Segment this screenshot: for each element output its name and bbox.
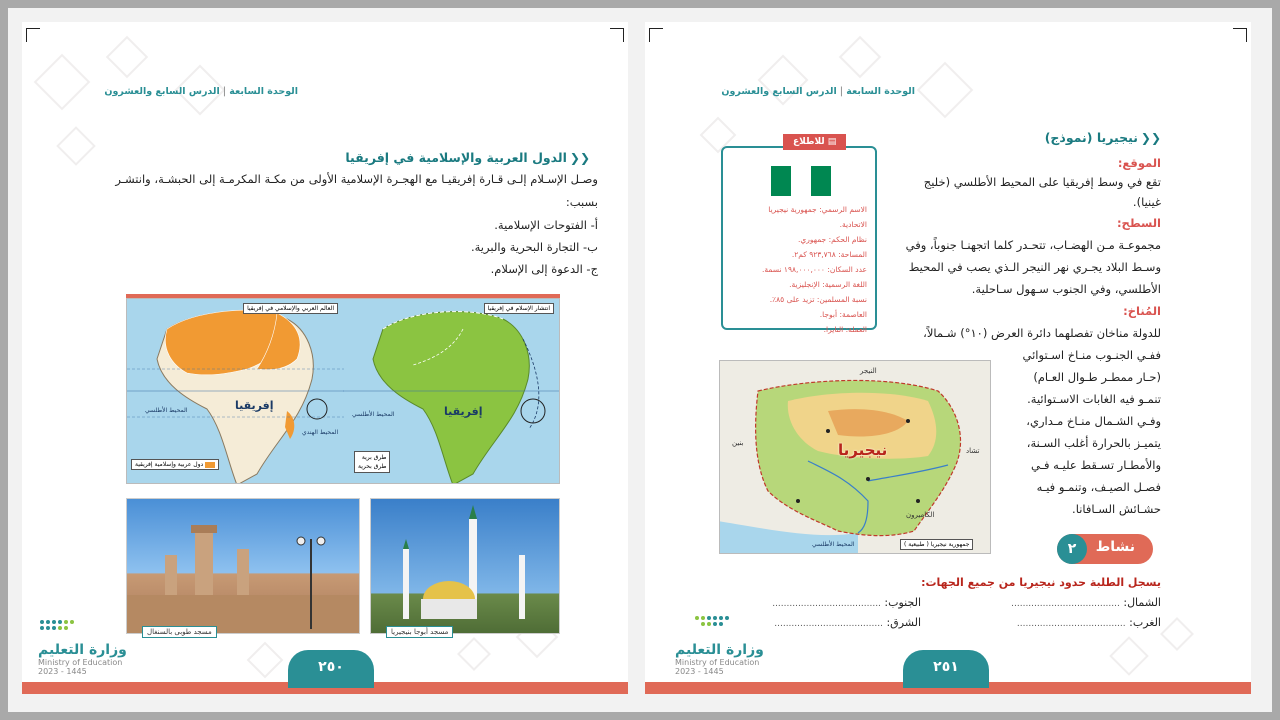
caption-touba: مسجد طوبى بالسنغال bbox=[142, 626, 217, 638]
running-header-right: الوحدة السابعة|الدرس السابع والعشرون bbox=[721, 86, 915, 97]
reason-a: أ- الفتوحات الإسلامية. bbox=[494, 218, 598, 232]
field-north-input[interactable]: ...................................... bbox=[1011, 599, 1120, 609]
info-card bbox=[721, 146, 877, 334]
legend-swatch-orange bbox=[205, 462, 215, 468]
map-label-nigeria: نيجيريا bbox=[838, 441, 888, 459]
moe-dots-icon bbox=[38, 618, 78, 638]
section-title bbox=[345, 150, 590, 165]
nigeria-map-legend: جمهورية نيجيريا ( طبيعية ) bbox=[900, 539, 973, 550]
map-label-atlantic-a: المحيط الأطلسي bbox=[145, 407, 188, 414]
info-line: نسبة المسلمين: تزيد على ٨٥٪. bbox=[769, 295, 867, 304]
info-tag bbox=[783, 134, 846, 150]
info-tag-text: للاطلاع bbox=[793, 137, 825, 147]
moe-english: Ministry of Education bbox=[38, 658, 123, 667]
activity-label: نشاط bbox=[1095, 539, 1135, 555]
page-number-250: ٢٥٠ bbox=[288, 650, 374, 688]
ministry-logo-right bbox=[675, 614, 764, 676]
reason-b: ب- التجارة البحرية والبرية. bbox=[470, 240, 598, 254]
field-south-input[interactable]: ...................................... bbox=[772, 599, 881, 609]
field-west bbox=[1017, 614, 1161, 633]
field-west-input[interactable]: ...................................... bbox=[1016, 619, 1126, 629]
activity-badge bbox=[1057, 534, 1153, 564]
map-label-niger: النيجر bbox=[860, 367, 877, 375]
nigeria-map bbox=[719, 360, 991, 554]
intro-paragraph: وصـل الإسـلام إلـى قـارة إفريقيـا مع الهجـرة الإسلامية الأولى من مكـة المكرمـة إلى الحبشـة، وانتشـر بسبب: bbox=[115, 172, 598, 209]
nigeria-title bbox=[1045, 130, 1161, 145]
double-chevron-icon: ❮❮ bbox=[1140, 131, 1161, 145]
info-list bbox=[727, 202, 867, 337]
info-line: المساحة: ٩٢٣,٧٦٨ كم٢. bbox=[791, 250, 867, 259]
activity-number: ٢ bbox=[1057, 534, 1087, 564]
info-line: اللغة الرسمية: الإنجليزية. bbox=[789, 280, 867, 289]
map-label-atlantic: المحيط الأطلسي bbox=[812, 541, 855, 548]
unit-label: الوحدة السابعة bbox=[229, 86, 298, 97]
photo-touba-mosque bbox=[126, 498, 360, 634]
climate-line: ففـي الجنـوب منـاخ اسـتوائي bbox=[1022, 348, 1161, 362]
double-chevron-icon: ❮❮ bbox=[569, 151, 590, 165]
field-east-label: الشرق: bbox=[886, 616, 921, 629]
legend-land-routes: طرق برية bbox=[361, 454, 387, 461]
africa-maps bbox=[126, 298, 560, 484]
field-east bbox=[774, 614, 921, 633]
field-south bbox=[772, 594, 921, 613]
info-line: العملة: النايرا. bbox=[823, 325, 867, 334]
info-line: الاتحادية. bbox=[839, 220, 867, 229]
climate-line: للدولة مناخان تفصلهما دائرة العرض (١٠°) شـمالاً، bbox=[923, 326, 1161, 340]
field-west-label: الغرب: bbox=[1129, 616, 1161, 629]
nigeria-title-text: نيجيريا (نموذج) bbox=[1044, 130, 1138, 145]
climate-label: المُناخ: bbox=[1123, 304, 1161, 318]
touba-mosque-illustration bbox=[126, 499, 359, 634]
map-label-indian: المحيط الهندي bbox=[302, 429, 339, 436]
legend-sea-routes: طرق بحرية bbox=[358, 463, 387, 470]
moe-year: 2023 - 1445 bbox=[675, 667, 724, 676]
caption-abuja: مسجد أبوجا بنيجيريا bbox=[386, 626, 453, 638]
map-label-benin: بنين bbox=[732, 439, 744, 447]
ministry-logo-left bbox=[38, 618, 127, 676]
climate-line: والأمطـار تسـقط عليـه فـي bbox=[1031, 458, 1161, 472]
moe-year: 2023 - 1445 bbox=[38, 667, 87, 676]
map-label-africa-b: إفريقيا bbox=[444, 405, 483, 418]
surface-label: السطح: bbox=[1116, 216, 1161, 230]
map-label-chad: تشاد bbox=[966, 447, 980, 455]
info-line: عدد السكان: ١٩٨,٠٠٠,٠٠٠ نسمة. bbox=[762, 265, 867, 274]
running-header: الوحدة السابعة|الدرس السابع والعشرون bbox=[104, 86, 298, 97]
lesson-label-right: الدرس السابع والعشرون bbox=[721, 86, 837, 97]
moe-arabic: وزارة التعليم bbox=[675, 642, 764, 658]
climate-line: وفـي الشـمال منـاخ مـداري، bbox=[1026, 414, 1161, 428]
activity-prompt: يسجل الطلبة حدود نيجيريا من جميع الجهات: bbox=[921, 576, 1161, 589]
page-250 bbox=[22, 22, 628, 694]
field-north bbox=[1011, 594, 1161, 613]
nigeria-flag bbox=[771, 166, 831, 196]
legend-text-a: دول عربية وإسلامية إفريقية bbox=[135, 461, 204, 468]
moe-arabic: وزارة التعليم bbox=[38, 642, 127, 658]
climate-line: تنمـو فيه الغابات الاسـتوائية. bbox=[1027, 392, 1161, 406]
map-legend-a bbox=[131, 459, 219, 470]
climate-line: يتميـز بالحرارة أغلب السـنة، bbox=[1026, 436, 1161, 450]
field-east-input[interactable]: ...................................... bbox=[774, 619, 883, 629]
location-text: تقع في وسط إفريقيا على المحيط الأطلسي (خليج غينيا). bbox=[923, 175, 1161, 209]
map-label-atlantic-b: المحيط الأطلسي bbox=[352, 411, 395, 418]
moe-english: Ministry of Education bbox=[675, 658, 760, 667]
field-south-label: الجنوب: bbox=[884, 596, 921, 609]
map-label-africa-a: إفريقيا bbox=[235, 399, 274, 412]
climate-line: فصـل الصيـف، وتنمـو فيـه bbox=[1036, 480, 1161, 494]
map-legend-b bbox=[354, 451, 390, 473]
map-title-a: العالم العربي والإسلامي في إفريقيا bbox=[243, 303, 338, 314]
surface-text: مجموعـة مـن الهضـاب، تتحـدر كلما اتجهنـا جنوباً، وفي وسـط البلاد يجـري نهر النيجر الـذي يصب في المحيط الأطلسي، وفي الجنوب سـهول سـاحلية. bbox=[905, 238, 1161, 296]
map-islamic-countries-svg bbox=[127, 299, 344, 484]
field-north-label: الشمال: bbox=[1123, 596, 1161, 609]
climate-line: (حـار ممطـر طـوال العـام) bbox=[1033, 370, 1161, 384]
page-number-251: ٢٥١ bbox=[903, 650, 989, 688]
map-label-cameroon: الكاميرون bbox=[906, 511, 935, 519]
section-title-text: الدول العربية والإسلامية في إفريقيا bbox=[345, 150, 567, 165]
moe-dots-icon bbox=[675, 614, 735, 638]
abuja-mosque-illustration bbox=[370, 499, 559, 634]
location-label: الموقع: bbox=[1117, 156, 1161, 170]
lesson-label: الدرس السابع والعشرون bbox=[104, 86, 220, 97]
map-title-b: انتشار الإسلام في إفريقيا bbox=[484, 303, 554, 314]
reason-c: ج- الدعوة إلى الإسلام. bbox=[490, 262, 598, 276]
unit-label-right: الوحدة السابعة bbox=[846, 86, 915, 97]
info-line: نظام الحكم: جمهوري. bbox=[798, 235, 867, 244]
map-islamic-countries bbox=[127, 299, 344, 484]
info-line: العاصمة: أبوجا. bbox=[819, 310, 867, 319]
map-spread-of-islam bbox=[344, 299, 560, 484]
climate-line: حشـائش السـافانا. bbox=[1072, 502, 1161, 516]
info-line: الاسم الرسمي: جمهورية نيجيريا bbox=[768, 205, 867, 214]
photo-abuja-mosque bbox=[370, 498, 560, 634]
page-251 bbox=[645, 22, 1251, 694]
book-icon: ▤ bbox=[824, 137, 837, 147]
